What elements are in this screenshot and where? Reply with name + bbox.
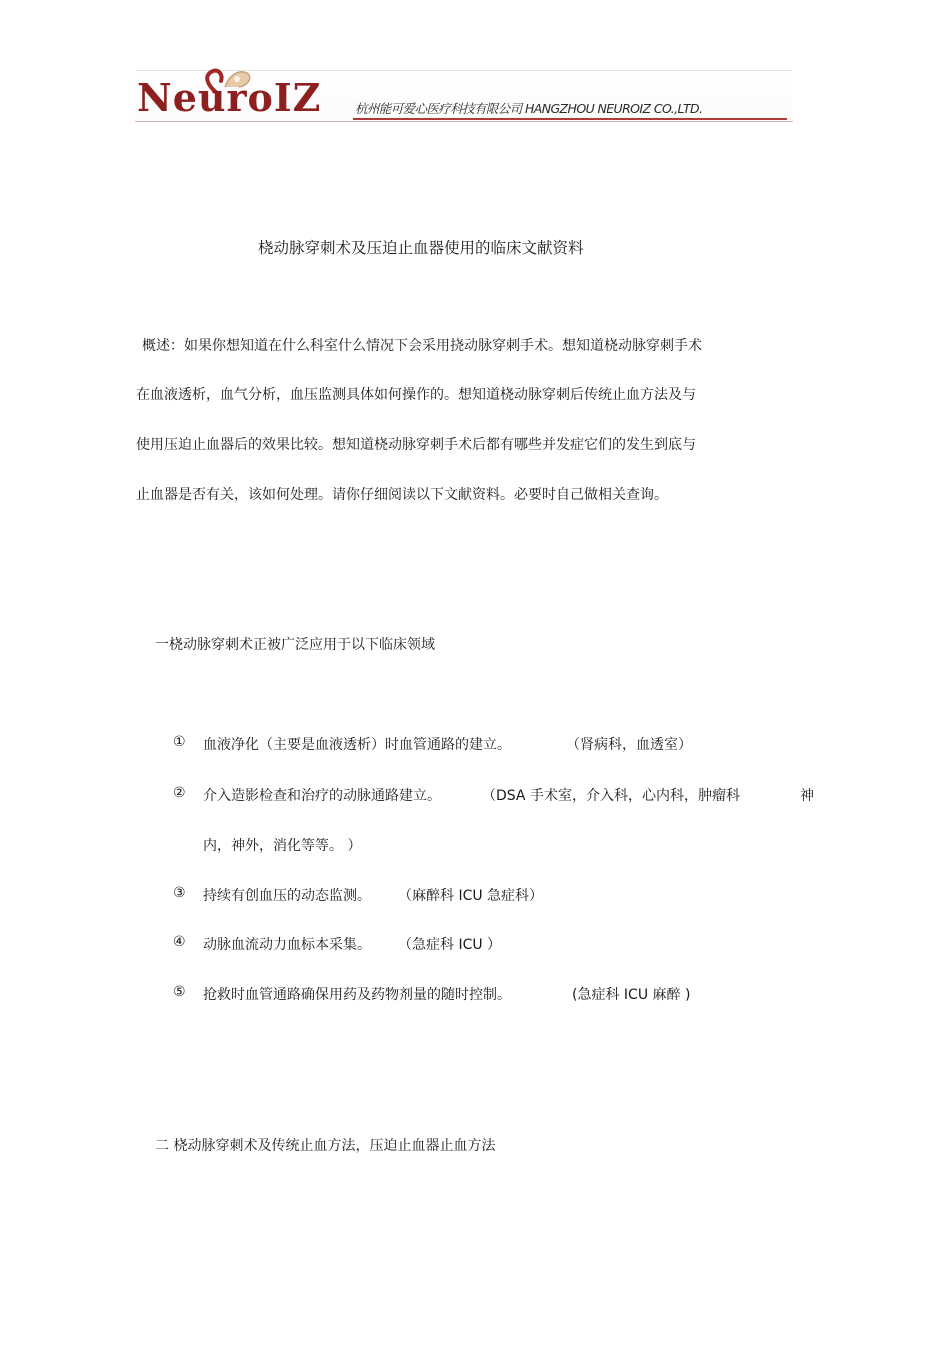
document-title: 桡动脉穿刺术及压迫止血器使用的临床文献资料	[258, 239, 584, 257]
summary-line-3: 使用压迫止血器后的效果比较。想知道桡动脉穿刺手术后都有哪些并发症它们的发生到底与	[136, 437, 696, 453]
section-2-heading: 二 桡动脉穿刺术及传统止血方法，压迫止血器止血方法	[155, 1138, 496, 1154]
section-1-heading: 一桡动脉穿刺术正被广泛应用于以下临床领域	[155, 637, 435, 653]
summary-line-1: 概述：如果你想知道在什么科室什么情况下会采用挠动脉穿刺手术。想知道桡动脉穿刺手术	[142, 338, 702, 354]
list-item-number: ④	[173, 934, 186, 950]
list-item-text: 血液净化（主要是血液透析）时血管通路的建立。	[203, 737, 511, 753]
list-item-number: ②	[173, 785, 186, 801]
logo-wordmark: NeuroIZ	[137, 75, 322, 120]
list-item-departments: （急症科 ICU ）	[398, 937, 502, 953]
list-item-number: ①	[173, 734, 186, 750]
list-item-text: 抢救时血管通路确保用药及药物剂量的随时控制。	[203, 987, 511, 1003]
banner-underline	[353, 118, 787, 120]
list-item-number: ⑤	[173, 984, 186, 1000]
list-item-departments: （DSA 手术室，介入科，心内科，肿瘤科	[482, 788, 740, 804]
list-item-departments: （肾病科，血透室）	[566, 737, 692, 753]
list-item-continuation: 内，神外，消化等等。 ）	[203, 838, 362, 854]
header-banner	[135, 70, 793, 122]
company-name: 杭州能可爱心医疗科技有限公司 HANGZHOU NEUROIZ CO.,LTD.	[355, 101, 703, 116]
list-item-departments: (急症科 ICU 麻醉 )	[572, 987, 691, 1003]
summary-line-2: 在血液透析，血气分析，血压监测具体如何操作的。想知道桡动脉穿刺后传统止血方法及与	[136, 387, 696, 403]
list-item-text: 介入造影检查和治疗的动脉通路建立。	[203, 788, 441, 804]
list-item-departments: （麻醉科 ICU 急症科）	[398, 888, 544, 904]
summary-line-4: 止血器是否有关，该如何处理。请你仔细阅读以下文献资料。必要时自己做相关查询。	[136, 487, 668, 503]
list-item-text: 动脉血流动力血标本采集。	[203, 937, 371, 953]
list-item-text: 持续有创血压的动态监测。	[203, 888, 371, 904]
list-item-number: ③	[173, 885, 186, 901]
list-item-departments-end: 神	[800, 788, 814, 804]
